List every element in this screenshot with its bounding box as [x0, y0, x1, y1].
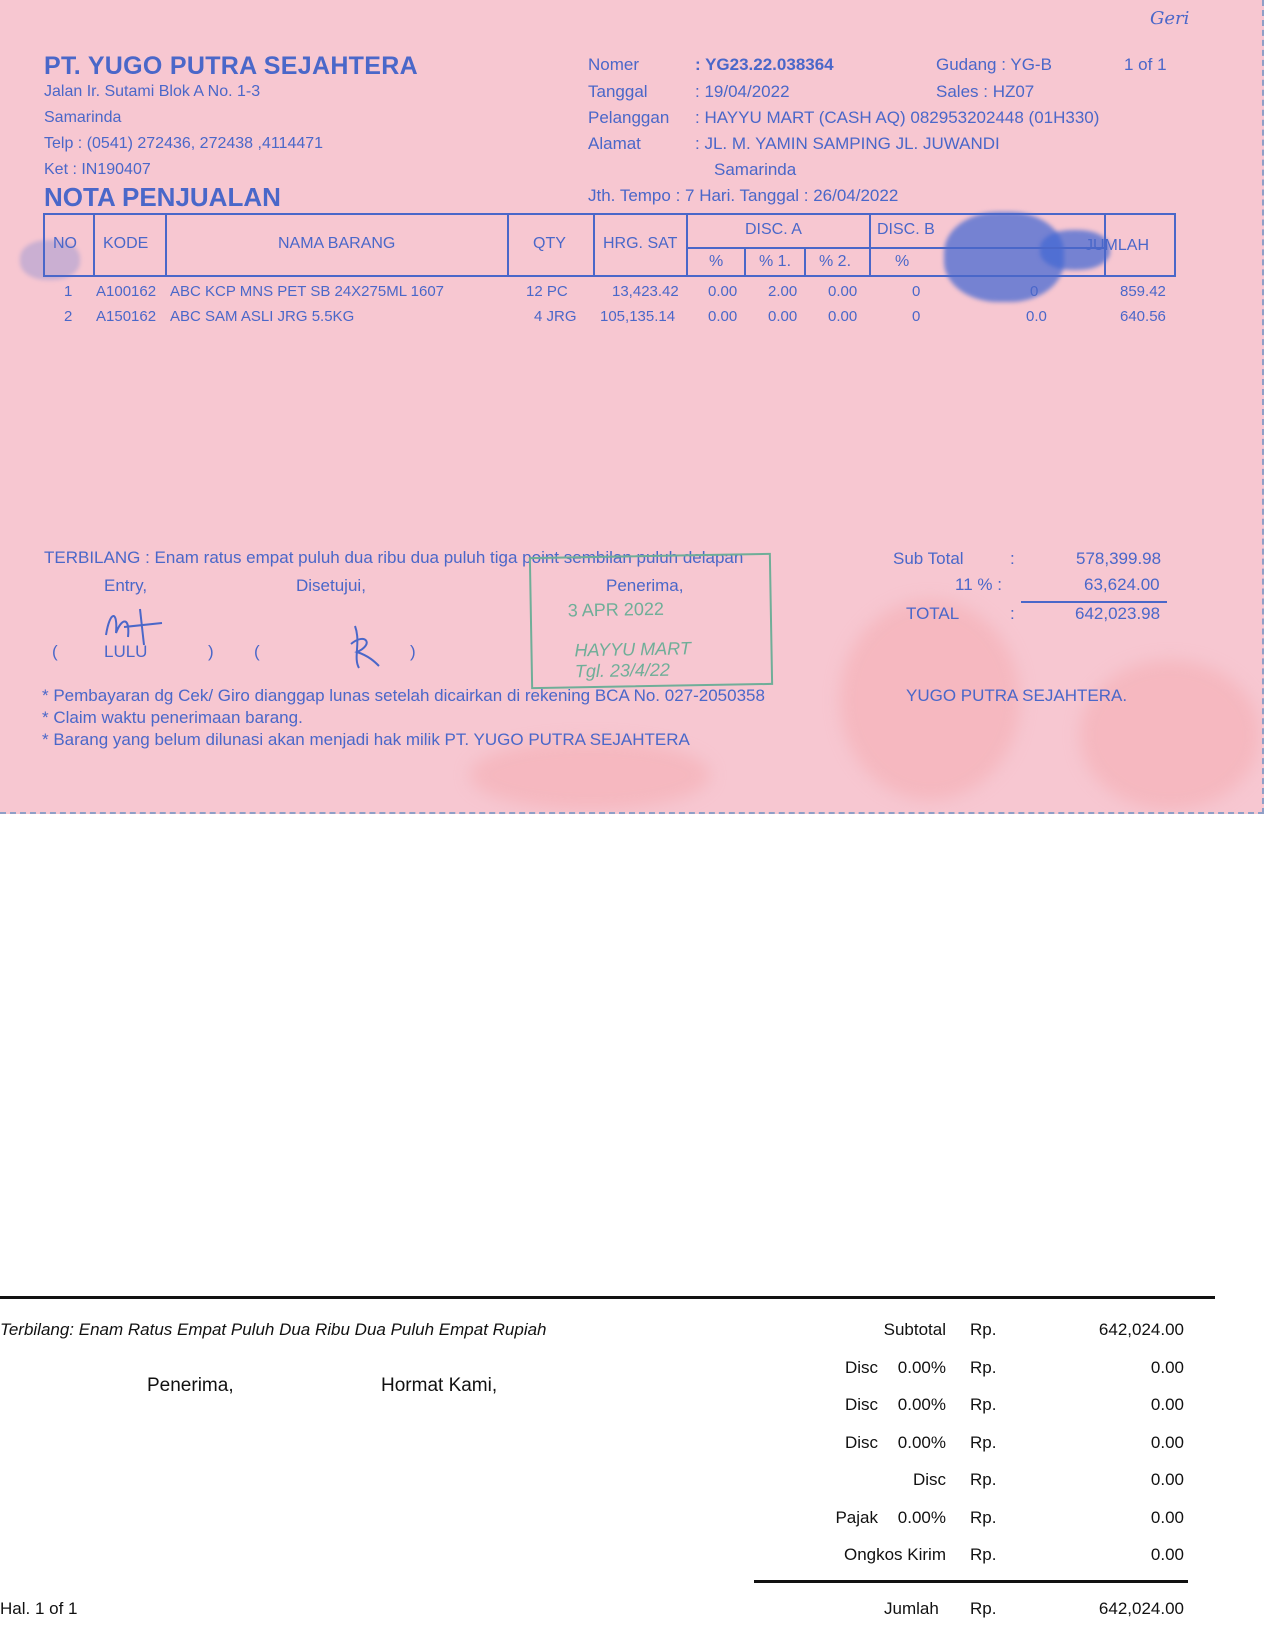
summary-rp: Rp.: [970, 1432, 997, 1452]
row2-j1: 0.0: [1026, 308, 1047, 325]
row1-kode: A100162: [96, 283, 157, 300]
summary-label: Subtotal: [883, 1320, 946, 1339]
summary-pct: 0.00%: [897, 1432, 946, 1452]
page-number: Hal. 1 of 1: [0, 1599, 78, 1618]
stamp-store: HAYYU MART: [574, 638, 692, 661]
note-company: YUGO PUTRA SEJAHTERA.: [906, 686, 1128, 705]
summary-label: Disc: [844, 1432, 878, 1452]
row2-hrg: 105,135.14: [600, 308, 676, 325]
company-name: PT. YUGO PUTRA SEJAHTERA: [44, 52, 418, 80]
subtotal-label-blue: Sub Total: [893, 549, 964, 568]
summary-value: 0.00: [1150, 1470, 1184, 1489]
terbilang-blue: TERBILANG : Enam ratus empat puluh dua ribu dua puluh tiga point sembilan puluh delapan: [44, 548, 744, 567]
subtotal-value-blue: 578,399.98: [1076, 549, 1162, 568]
summary-rp: Rp.: [970, 1320, 997, 1339]
summary-value: 0.00: [1150, 1507, 1184, 1527]
sig-disetujui: Disetujui,: [296, 576, 366, 595]
nomer-label: Nomer: [588, 55, 640, 74]
summary-rp: Rp.: [970, 1507, 997, 1527]
jatuh-tempo: Jth. Tempo : 7 Hari. Tanggal : 26/04/2022: [588, 186, 899, 205]
jumlah-rp: Rp.: [970, 1599, 997, 1618]
col-jumlah: JUMLAH: [1085, 237, 1150, 254]
col-pct1: % 1.: [759, 253, 792, 270]
total-value-blue: 642,023.98: [1075, 604, 1161, 623]
tanggal-value: : 19/04/2022: [695, 82, 790, 101]
stamp-date: 3 APR 2022: [567, 598, 665, 621]
col-disc-a: DISC. A: [745, 221, 802, 238]
row1-no: 1: [64, 283, 73, 300]
summary-rp: Rp.: [970, 1357, 997, 1377]
summary-label: Ongkos Kirim: [843, 1545, 946, 1564]
summary-pct: 0.00%: [897, 1507, 946, 1527]
summary-rp: Rp.: [970, 1545, 997, 1564]
company-phone: Telp : (0541) 272436, 272438 ,4114471: [44, 135, 324, 152]
col-qty: QTY: [533, 235, 566, 252]
note-1: * Pembayaran dg Cek/ Giro dianggap lunas setelah dicairkan di rekening BCA No. 027-2050358: [42, 686, 765, 705]
company-city: Samarinda: [44, 109, 122, 126]
receipt-stamp: [529, 553, 773, 689]
doc-title: NOTA PENJUALAN: [44, 182, 281, 212]
sig-penerima: Penerima,: [606, 576, 684, 595]
row1-d3: 0.00: [828, 283, 858, 300]
jumlah-label: Jumlah: [884, 1599, 939, 1618]
sales: Sales : HZ07: [936, 82, 1035, 101]
sig-entry-name: LULU: [104, 642, 148, 661]
col-pct2: % 2.: [819, 253, 852, 270]
terbilang-text: Terbilang: Enam Ratus Empat Puluh Dua Ribu Dua Puluh Empat Rupiah: [0, 1320, 547, 1339]
company-address: Jalan Ir. Sutami Blok A No. 1-3: [44, 83, 261, 100]
summary-value: 0.00: [1150, 1545, 1184, 1564]
signature-scribble: [345, 622, 385, 672]
gudang: Gudang : YG-B: [936, 55, 1052, 74]
row1-db: 0: [912, 283, 921, 300]
summary-label: Pajak: [835, 1507, 878, 1527]
stain: [470, 740, 710, 810]
stamp-tgl: Tgl. 23/4/22: [574, 659, 671, 682]
pink-receipt: PT. YUGO PUTRA SEJAHTERA Jalan Ir. Sutami Blok A No. 1-3 Samarinda Telp : (0541) 272436, 272438 ,4114471 Ket : IN190407 NOTA PENJUALAN Geri Nomer : YG23.22.038364 Gudang : YG-B 1 of 1 Tanggal : 19/04/2022 Sales : HZ07 Pelanggan : HAYYU MART (CASH AQ) 082953202448 (01H330) Alamat : JL. M. YAMIN SAMPING JL. JUWANDI Samarinda Jth. Tempo : 7 Hari. Tanggal : 26/04/2022 NO KODE NAMA BARANG QTY HRG. SAT DISC. A DISC. B % % 1. % 2. % JUMLAH 1 A100162 ABC KCP MNS PET SB 24X275ML 1607 12 PC 13,423.42 0.00 2.00 0.00 0 0 859.42 2 A150162 ABC SAM ASLI JRG 5.5KG 4 JRG 105,135.14 0.00 0.00 0.00 0 0.0 640.56 TERBILANG : Enam ratus empat puluh dua ribu dua puluh tiga point sembilan puluh delapan Sub Total : 578,399.98 11 % : 63,624.00 TOTAL : 642,023.98 Entry, Disetujui, Penerima, ( LULU ) ( ) 3 APR 2022 HAYYU MART Tgl. 23/4/22 * Pembayaran dg Cek/ Giro dianggap lunas setelah dicairkan di rekening BCA No. 027-2050358 * Claim waktu penerimaan barang. * Barang yang belum dilunasi akan menjadi hak milik PT. YUGO PUTRA SEJAHTERA YUGO PUTRA SEJAHTERA.: [0, 0, 1264, 814]
summary-value: 642,024.00: [1098, 1320, 1184, 1339]
col-nama: NAMA BARANG: [278, 235, 396, 252]
row1-nama: ABC KCP MNS PET SB 24X275ML 1607: [170, 283, 445, 300]
summary-label: Disc: [844, 1357, 878, 1377]
sum-rule: [754, 1580, 1188, 1583]
summary-label: Disc: [912, 1470, 946, 1489]
summary-label: Disc: [844, 1395, 878, 1414]
pelanggan-value: : HAYYU MART (CASH AQ) 082953202448 (01H330): [695, 108, 1100, 127]
row2-db: 0: [912, 308, 921, 325]
stain: [1080, 660, 1260, 810]
summary-value: 0.00: [1150, 1395, 1184, 1414]
row1-qty: 12 PC: [526, 283, 568, 300]
col-no: NO: [53, 235, 77, 252]
row2-qty: 4 JRG: [534, 308, 577, 325]
col-pct-b: %: [895, 253, 910, 270]
page-count: 1 of 1: [1124, 55, 1167, 74]
pelanggan-label: Pelanggan: [588, 108, 670, 127]
alamat-city: Samarinda: [714, 160, 797, 179]
row1-d1: 0.00: [708, 283, 738, 300]
col-pct: %: [709, 253, 724, 270]
items-table-header: [43, 213, 1176, 277]
signature-scribble: [100, 605, 170, 650]
jumlah-value: 642,024.00: [1098, 1599, 1184, 1618]
sig-entry: Entry,: [104, 576, 148, 595]
row2-d1: 0.00: [708, 308, 738, 325]
tax-value-blue: 63,624.00: [1084, 575, 1160, 594]
tax-label-blue: 11 % :: [955, 575, 1002, 594]
col-hrg: HRG. SAT: [603, 235, 678, 252]
summary-value: 0.00: [1150, 1432, 1184, 1452]
nomer-value: : YG23.22.038364: [695, 55, 834, 74]
summary-pct: 0.00%: [897, 1357, 946, 1377]
company-ket: Ket : IN190407: [44, 161, 151, 178]
top-rule: [0, 1296, 1215, 1299]
note-2: * Claim waktu penerimaan barang.: [42, 708, 303, 727]
total-label-blue: TOTAL: [906, 604, 960, 623]
summary-value: 0.00: [1150, 1357, 1184, 1377]
summary-rp: Rp.: [970, 1470, 997, 1489]
alamat-value: : JL. M. YAMIN SAMPING JL. JUWANDI: [695, 134, 1000, 153]
summary-pct: 0.00%: [897, 1395, 946, 1414]
row2-nama: ABC SAM ASLI JRG 5.5KG: [170, 308, 355, 325]
row2-no: 2: [64, 308, 73, 325]
row2-kode: A150162: [96, 308, 157, 325]
row2-d3: 0.00: [828, 308, 858, 325]
col-kode: KODE: [103, 235, 149, 252]
hormat-label: Hormat Kami,: [381, 1375, 498, 1396]
row1-j1: 0: [1030, 283, 1039, 300]
col-disc-b: DISC. B: [877, 221, 935, 238]
summary-rp: Rp.: [970, 1395, 997, 1414]
penerima-label: Penerima,: [147, 1375, 234, 1396]
row2-jumlah: 640.56: [1120, 308, 1166, 325]
row1-hrg: 13,423.42: [612, 283, 679, 300]
note-3: * Barang yang belum dilunasi akan menjadi hak milik PT. YUGO PUTRA SEJAHTERA: [42, 730, 690, 749]
alamat-label: Alamat: [588, 134, 641, 153]
row2-d2: 0.00: [768, 308, 798, 325]
row1-jumlah: 859.42: [1120, 283, 1166, 300]
handwritten-note: Geri: [1150, 8, 1190, 29]
row1-d2: 2.00: [768, 283, 798, 300]
tanggal-label: Tanggal: [588, 82, 648, 101]
